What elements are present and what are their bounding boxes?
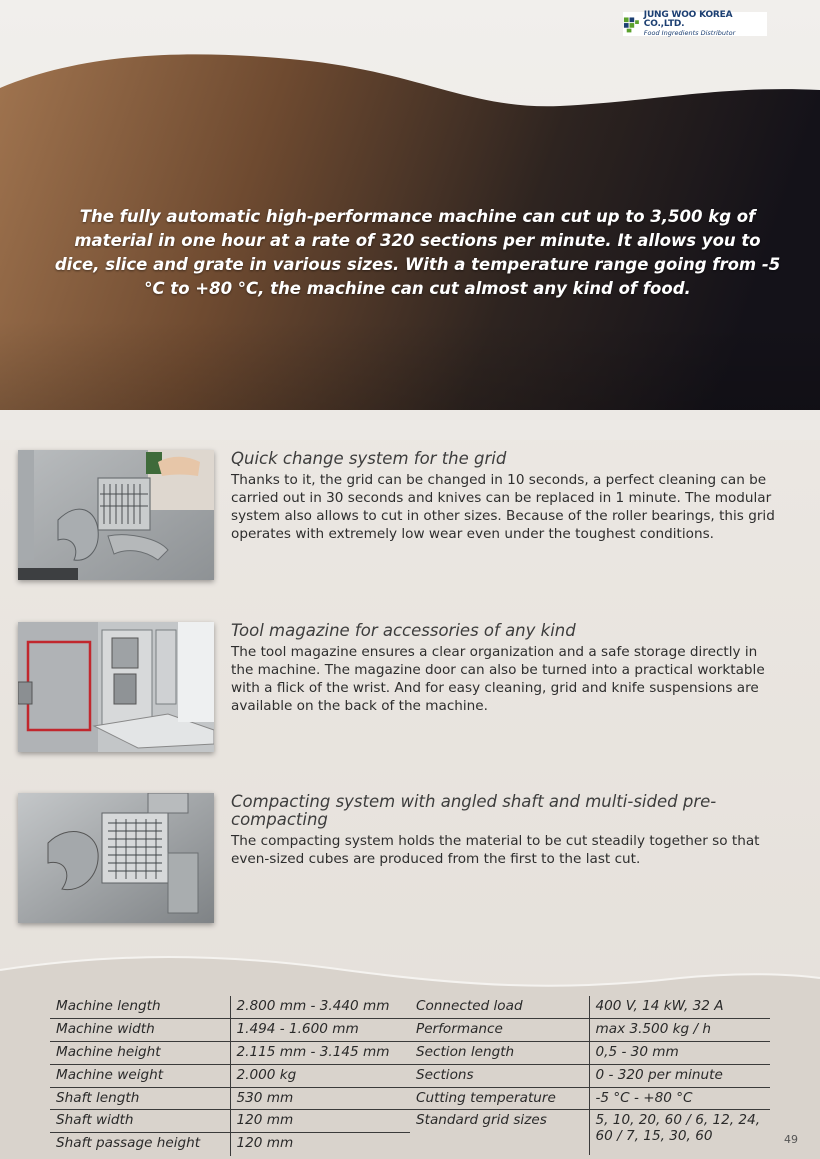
- spec-row: [50, 1019, 410, 1042]
- spec-label: Sections: [410, 1064, 589, 1087]
- spec-value: 0,5 - 30 mm: [589, 1042, 770, 1065]
- company-tagline: Food Ingredients Distributor: [643, 29, 736, 38]
- feature-title: Quick change system for the grid: [231, 449, 507, 468]
- spec-row: [50, 1110, 410, 1133]
- logo-leaf-icon: [623, 14, 640, 34]
- feature-title: Tool magazine for accessories of any kind: [231, 621, 576, 640]
- spec-row: [50, 1087, 410, 1110]
- spec-value: 1.494 - 1.600 mm: [230, 1019, 410, 1042]
- spec-row: [410, 1110, 770, 1155]
- spec-row: [50, 1133, 410, 1156]
- feature-title: Compacting system with angled shaft and multi-sided pre-compacting: [231, 792, 717, 829]
- spec-value: 120 mm: [236, 1135, 294, 1152]
- feature-photo-grid-change: [18, 450, 214, 580]
- spec-value: 0 - 320 per minute: [589, 1064, 770, 1087]
- spec-value: 120 mm: [230, 1110, 410, 1133]
- spec-row: [410, 1087, 770, 1110]
- feature-body: The compacting system holds the material to be cut steadily together so that even-sized cubes are produced from the first to the last cut.: [231, 833, 760, 867]
- spec-value: 2.800 mm - 3.440 mm: [230, 996, 410, 1019]
- specs-table-left: [50, 996, 410, 1156]
- spec-value: 2.115 mm - 3.145 mm: [230, 1042, 410, 1065]
- spec-value: 400 V, 14 kW, 32 A: [589, 996, 770, 1019]
- spec-value: 530 mm: [230, 1087, 410, 1110]
- spec-row: [410, 996, 770, 1019]
- spec-label: Performance: [410, 1019, 589, 1042]
- spec-row: [50, 1064, 410, 1087]
- specs-table-right: [410, 996, 770, 1155]
- feature-body: Thanks to it, the grid can be changed in 10 seconds, a perfect cleaning can be carried out in 30 seconds and knives can be replaced in 1 minute. The modular system also allows to cut in other sizes. Because of the roller bearings, this grid operates with extremely low wear even under the toughest conditions.: [231, 472, 775, 542]
- spec-label: Section length: [410, 1042, 589, 1065]
- spec-label: Shaft width: [50, 1110, 230, 1133]
- spec-label: Cutting temperature: [410, 1087, 589, 1110]
- hero-banner: [0, 0, 820, 440]
- spec-value: 2.000 kg: [230, 1064, 410, 1087]
- spec-label: Machine width: [50, 1019, 230, 1042]
- spec-row: [50, 996, 410, 1019]
- spec-value: max 3.500 kg / h: [589, 1019, 770, 1042]
- spec-row: [410, 1042, 770, 1065]
- spec-row: [410, 1064, 770, 1087]
- spec-label: Machine weight: [50, 1064, 230, 1087]
- spec-label: Shaft length: [50, 1087, 230, 1110]
- company-name: JUNG WOO KOREA CO.,LTD.: [643, 10, 733, 30]
- spec-label: Connected load: [410, 996, 589, 1019]
- hero-intro-text: The fully automatic high-performance machine can cut up to 3,500 kg of material in one hour at a rate of 320 sections per minute. It allows you to dice, slice and grate in various sizes. With a temperature range going from -5 °C to +80 °C, the machine can cut almost any kind of food.: [54, 207, 781, 298]
- spec-value: 5, 10, 20, 60 / 6, 12, 24, 60 / 7, 15, 30, 60: [595, 1112, 761, 1145]
- spec-row: [50, 1042, 410, 1065]
- spec-label: Machine length: [50, 996, 230, 1019]
- page-number: 49: [784, 1133, 798, 1146]
- spec-label: Shaft passage height: [50, 1133, 230, 1156]
- spec-label: Standard grid sizes: [410, 1110, 589, 1155]
- spec-row: [410, 1019, 770, 1042]
- company-logo: [623, 12, 767, 36]
- spec-value: -5 °C - +80 °C: [589, 1087, 770, 1110]
- feature-photo-tool-magazine: [18, 622, 214, 752]
- spec-label: Machine height: [50, 1042, 230, 1065]
- feature-photo-compacting: [18, 793, 214, 923]
- feature-body: The tool magazine ensures a clear organization and a safe storage directly in the machine. The magazine door can also be turned into a practical worktable with a flick of the wrist. And for easy cleaning, grid and knife suspensions are available on the back of the machine.: [231, 644, 765, 714]
